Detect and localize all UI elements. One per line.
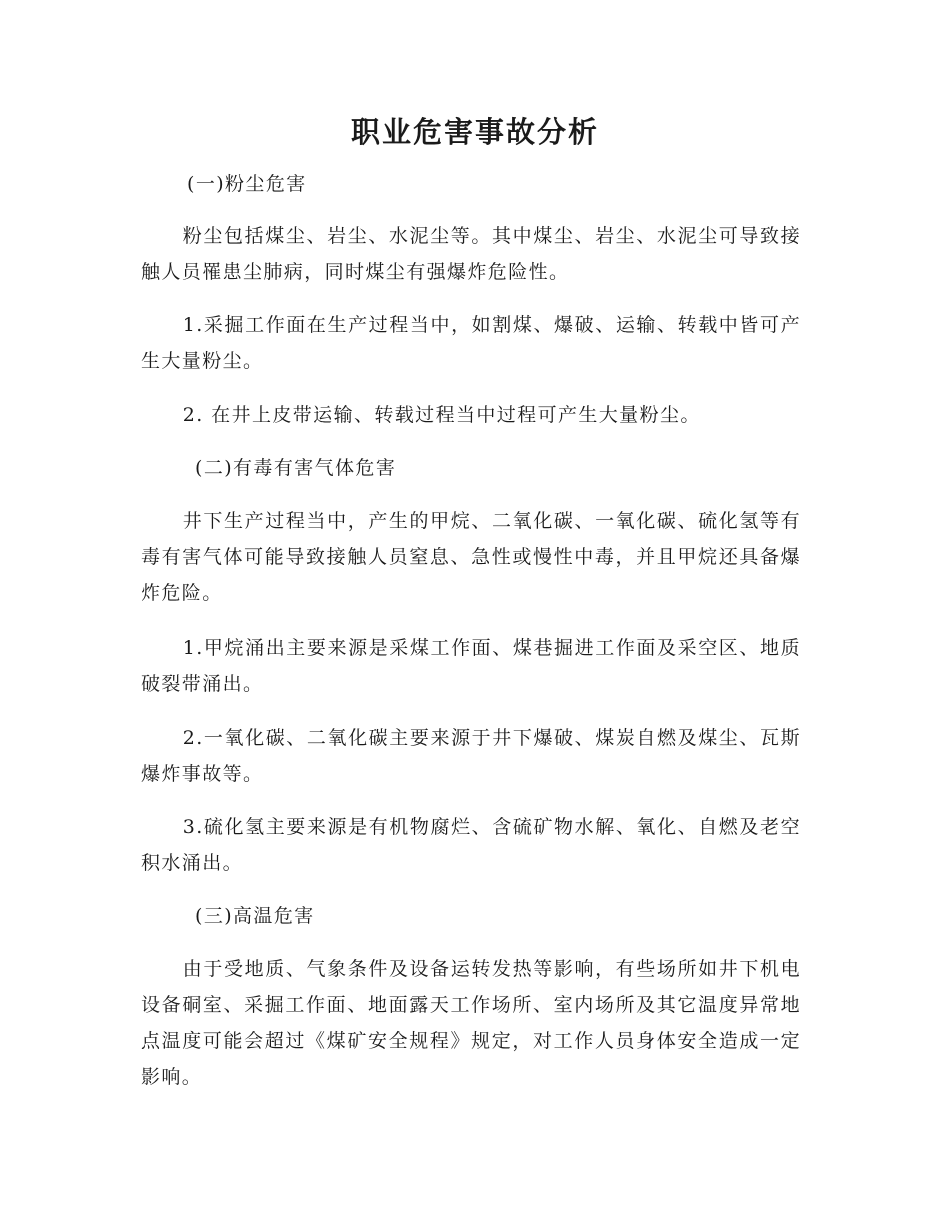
paragraph-gas-item-2: 2.一氧化碳、二氧化碳主要来源于井下爆破、煤炭自燃及煤尘、瓦斯爆炸事故等。 [141, 727, 801, 785]
section-heading-toxic-gas: (二)有毒有害气体危害 [195, 457, 397, 479]
section-heading-dust: (一)粉尘危害 [187, 173, 307, 195]
paragraph-gas-intro: 井下生产过程当中，产生的甲烷、二氧化碳、一氧化碳、硫化氢等有毒有害气体可能导致接触人员窒息、急性或慢性中毒，并且甲烷还具备爆炸危险。 [141, 510, 801, 604]
paragraph-dust-intro: 粉尘包括煤尘、岩尘、水泥尘等。其中煤尘、岩尘、水泥尘可导致接触人员罹患尘肺病，同时煤尘有强爆炸危险性。 [141, 225, 801, 283]
paragraph-gas-item-1: 1.甲烷涌出主要来源是采煤工作面、煤巷掘进工作面及采空区、地质破裂带涌出。 [141, 637, 801, 695]
paragraph-dust-item-1: 1.采掘工作面在生产过程当中，如割煤、爆破、运输、转载中皆可产生大量粉尘。 [141, 314, 801, 372]
paragraph-heat-intro: 由于受地质、气象条件及设备运转发热等影响，有些场所如井下机电设备硐室、采掘工作面、地面露天工作场所、室内场所及其它温度异常地点温度可能会超过《煤矿安全规程》规定，对工作人员身体安全造成一定影响。 [141, 958, 801, 1088]
paragraph-dust-item-2: 2. 在井上皮带运输、转载过程当中过程可产生大量粉尘。 [182, 404, 701, 426]
section-heading-high-temperature: (三)高温危害 [195, 905, 315, 927]
paragraph-gas-item-3: 3.硫化氢主要来源是有机物腐烂、含硫矿物水解、氧化、自燃及老空积水涌出。 [141, 816, 801, 874]
document-title: 职业危害事故分析 [350, 115, 599, 149]
